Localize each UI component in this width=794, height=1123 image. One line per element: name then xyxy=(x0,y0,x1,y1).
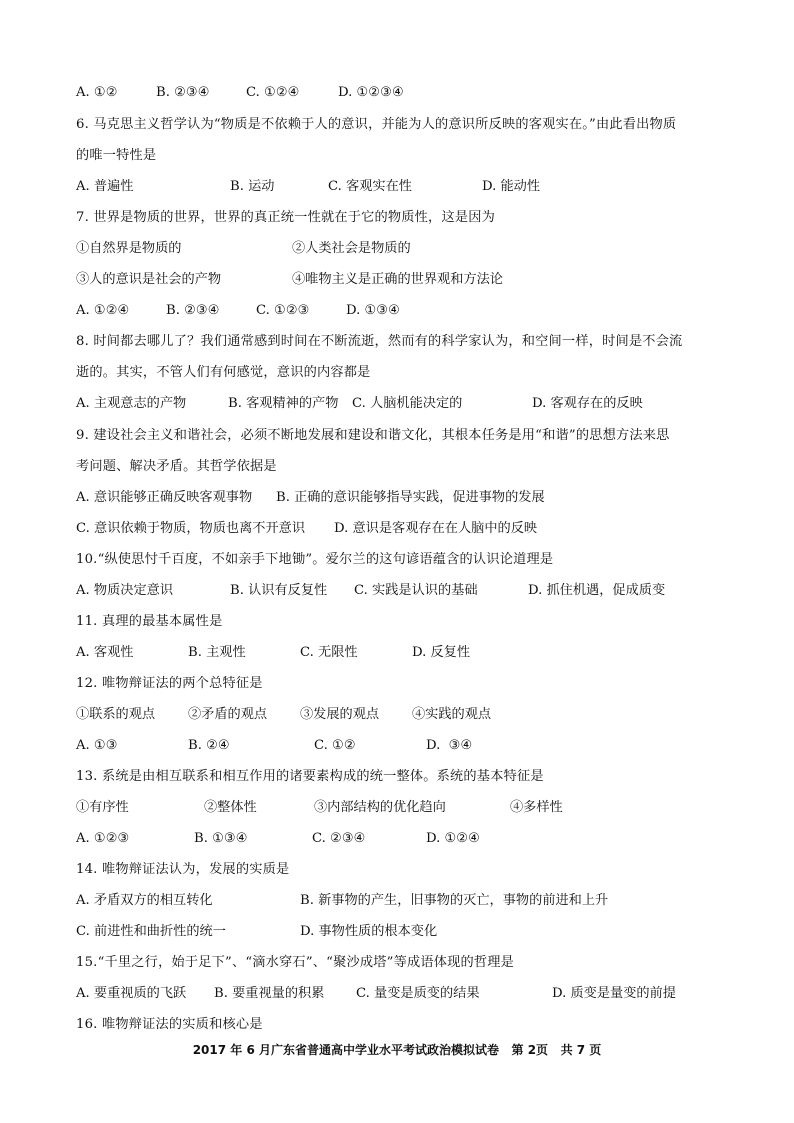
q12-option-b: B. ②④ xyxy=(188,738,230,753)
q15-option-d: D. 质变是量变的前提 xyxy=(552,986,676,1001)
q14-option-d: D. 事物性质的根本变化 xyxy=(300,924,438,939)
q14-option-a: A. 矛盾双方的相互转化 xyxy=(76,893,213,908)
q13-item-1: ①有序性 xyxy=(76,800,129,815)
q6-option-d: D. 能动性 xyxy=(482,179,541,194)
q9-option-d: D. 意识是客观存在在人脑中的反映 xyxy=(334,521,538,536)
q11-option-b: B. 主观性 xyxy=(188,645,246,660)
q8-option-c: C. 人脑机能决定的 xyxy=(352,396,463,411)
q11-option-c: C. 无限性 xyxy=(300,645,358,660)
page-footer: 2017 年 6 月广东省普通高中学业水平考试政治模拟试卷 第 2页 共 7 页 xyxy=(192,1043,602,1057)
q10-option-a: A. 物质决定意识 xyxy=(76,583,174,598)
q11-option-a: A. 客观性 xyxy=(76,645,134,660)
q6-option-b: B. 运动 xyxy=(230,179,275,194)
q6-option-c: C. 客观实在性 xyxy=(328,179,412,194)
q9-stem-line2: 考问题、解决矛盾。其哲学依据是 xyxy=(76,459,277,474)
q8-stem-line2: 逝的。其实，不管人们有何感觉，意识的内容都是 xyxy=(76,365,371,380)
q6-stem-line2: 的唯一特性是 xyxy=(76,148,157,163)
q9-option-c: C. 意识依赖于物质，物质也离不开意识 xyxy=(76,521,306,536)
q10-option-b: B. 认识有反复性 xyxy=(230,583,328,598)
q6-stem-line1: 6. 马克思主义哲学认为“物质是不依赖于人的意识，并能为人的意识所反映的客观实在。”由此看出物质 xyxy=(76,117,677,132)
q11-stem: 11. 真理的最基本属性是 xyxy=(76,614,223,629)
q5-option-a: A. ①② xyxy=(76,85,118,100)
q8-option-b: B. 客观精神的产物 xyxy=(228,396,339,411)
q15-option-b: B. 要重视量的积累 xyxy=(214,986,325,1001)
q7-option-a: A. ①②④ xyxy=(76,303,130,318)
q8-stem-line1: 8. 时间都去哪儿了？我们通常感到时间在不断流逝，然而有的科学家认为，和空间一样，时间是不会流 xyxy=(76,334,683,349)
q7-item-3: ③人的意识是社会的产物 xyxy=(76,272,222,287)
q13-item-4: ④多样性 xyxy=(510,800,563,815)
q14-stem: 14. 唯物辩证法认为，发展的实质是 xyxy=(76,862,290,877)
q10-option-d: D. 抓住机遇，促成质变 xyxy=(528,583,666,598)
q13-item-2: ②整体性 xyxy=(204,800,257,815)
q7-option-d: D. ①③④ xyxy=(346,303,400,318)
q9-option-a: A. 意识能够正确反映客观事物 xyxy=(76,490,253,505)
q13-option-c: C. ②③④ xyxy=(312,831,366,846)
q8-option-a: A. 主观意志的产物 xyxy=(76,396,187,411)
q5-option-c: C. ①②④ xyxy=(246,85,300,100)
q7-item-1: ①自然界是物质的 xyxy=(76,241,182,256)
q12-item-2: ②矛盾的观点 xyxy=(188,707,268,722)
q16-stem: 16. 唯物辩证法的实质和核心是 xyxy=(76,1017,263,1032)
q10-stem: 10.“纵使思忖千百度，不如亲手下地锄”。爱尔兰的这句谚语蕴含的认识论道理是 xyxy=(76,552,554,567)
q10-option-c: C. 实践是认识的基础 xyxy=(354,583,478,598)
q12-item-1: ①联系的观点 xyxy=(76,707,156,722)
q5-option-d: D. ①②③④ xyxy=(338,85,404,100)
q12-option-d: D. ③④ xyxy=(426,738,473,753)
q15-option-a: A. 要重视质的飞跃 xyxy=(76,986,187,1001)
q15-stem: 15.“千里之行，始于足下”、“滴水穿石”、“聚沙成塔”等成语体现的哲理是 xyxy=(76,955,515,970)
q5-option-b: B. ②③④ xyxy=(156,85,210,100)
q7-item-4: ④唯物主义是正确的世界观和方法论 xyxy=(292,272,503,287)
q14-option-c: C. 前进性和曲折性的统一 xyxy=(76,924,226,939)
q12-option-c: C. ①② xyxy=(314,738,356,753)
q13-item-3: ③内部结构的优化趋向 xyxy=(314,800,446,815)
q11-option-d: D. 反复性 xyxy=(412,645,471,660)
q12-item-4: ④实践的观点 xyxy=(412,707,492,722)
q13-option-b: B. ①③④ xyxy=(194,831,248,846)
q12-item-3: ③发展的观点 xyxy=(300,707,380,722)
q7-stem: 7. 世界是物质的世界，世界的真正统一性就在于它的物质性，这是因为 xyxy=(76,210,495,225)
q7-option-b: B. ②③④ xyxy=(166,303,220,318)
q9-stem-line1: 9. 建设社会主义和谐社会，必须不断地发展和建设和谐文化，其根本任务是用“和谐”的思想方法来思 xyxy=(76,428,670,443)
q12-option-a: A. ①③ xyxy=(76,738,118,753)
q15-option-c: C. 量变是质变的结果 xyxy=(356,986,480,1001)
q7-item-2: ②人类社会是物质的 xyxy=(292,241,411,256)
q13-option-d: D. ①②④ xyxy=(426,831,480,846)
q13-option-a: A. ①②③ xyxy=(76,831,130,846)
q9-option-b: B. 正确的意识能够指导实践，促进事物的发展 xyxy=(276,490,545,505)
q8-option-d: D. 客观存在的反映 xyxy=(532,396,643,411)
q12-stem: 12. 唯物辩证法的两个总特征是 xyxy=(76,676,263,691)
q14-option-b: B. 新事物的产生，旧事物的灭亡，事物的前进和上升 xyxy=(300,893,609,908)
q7-option-c: C. ①②③ xyxy=(256,303,310,318)
q6-option-a: A. 普遍性 xyxy=(76,179,134,194)
q13-stem: 13. 系统是由相互联系和相互作用的诸要素构成的统一整体。系统的基本特征是 xyxy=(76,769,544,784)
